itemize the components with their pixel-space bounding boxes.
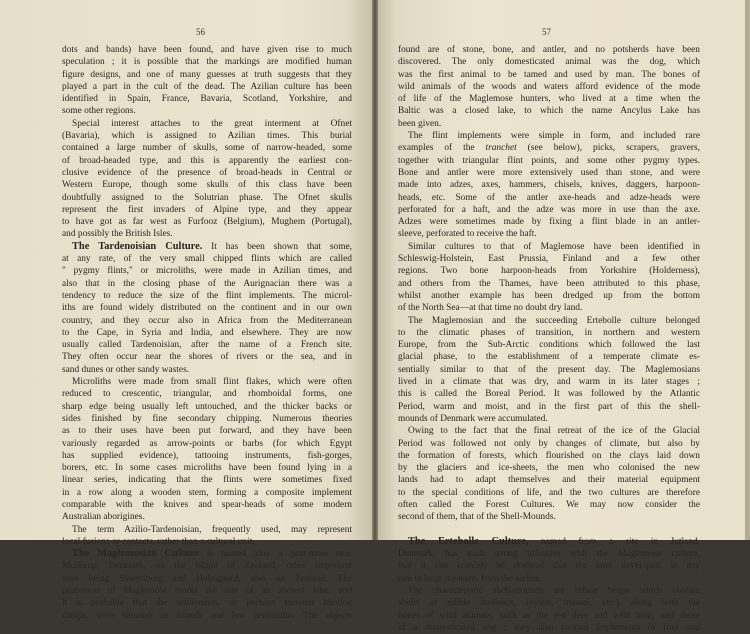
- section-heading: The Maglemosian Culture: [72, 548, 200, 560]
- text-line: of broad-headed type, and this is apparently the earliest con-: [62, 155, 352, 166]
- text-line: heads, etc. Some of the antler axe-heads and adze-heads were: [398, 192, 700, 203]
- text-line: sides finished by fine secondary chipping. Numerous theories: [62, 413, 352, 424]
- body-text: [398, 44, 700, 634]
- text-line: played a part in the cult of the dead. The Azilian culture has been: [62, 81, 352, 92]
- text-line: by the glaciers and ice-sheets, the men who colonised the new: [398, 463, 700, 474]
- text-line: sentially similar to that of the present day. The Maglemosians: [398, 364, 700, 375]
- text-line: dots and bands) have been found, and have given rise to much: [62, 45, 352, 55]
- text-line: and possibly the British Isles.: [62, 229, 173, 240]
- text-line: The term Azilio-Tardenoisian, frequently used, may represent: [72, 524, 352, 535]
- text-line: Microliths were made from small flint flakes, which were often: [72, 377, 352, 388]
- page-edge: [745, 0, 750, 540]
- text-line: Mullerup, Denmark, on the island of Zealand, other important: [62, 561, 352, 572]
- page-number: 57: [542, 27, 551, 37]
- text-line: The Maglemosian Culture is named after a peat-moss near: [72, 548, 353, 560]
- text-line: has supplied evidence), tattooing instruments, fish-gorges,: [62, 450, 352, 461]
- text-line: been given.: [398, 118, 442, 129]
- text-line: this is called the Boreal Period. It was followed by the Atlantic: [398, 389, 700, 400]
- text-line: (Bavaria), which is assigned to Azilian times. This burial: [62, 131, 352, 142]
- text-line: doubtfully assigned to the Solutrian phase. The Ofnet skulls: [62, 192, 352, 203]
- text-line: The Ertebolle Culture, named from a site in Jutland,: [408, 535, 700, 547]
- text-line: tendency to reduce the size of the flint implements. The microl-: [62, 290, 352, 301]
- text-line: Special interest attaches to the great interment at Ofnet: [72, 118, 352, 129]
- text-line: at any rate, of the very small chipped flints which are called: [62, 254, 352, 265]
- text-line: country, and they occur also in Africa from the Mediterranean: [62, 315, 352, 326]
- text-line: Baltic was a closed lake, to which the name Ancylus Lake has: [398, 106, 700, 117]
- text-line: found are of stone, bone, and antler, and no potsherds have been: [398, 45, 700, 55]
- text-line: rate in large measure, from the earlier.: [398, 573, 541, 584]
- text-line: the formation of forests, which flourished on the clays laid down: [398, 450, 700, 461]
- text-line: sites being Svaerdborg and Holmgaard, also on Zealand. The: [62, 573, 352, 584]
- text-line: perforated for a haft, and the adze was more in use than the axe.: [398, 204, 700, 215]
- section-heading: The Ertebolle Culture,: [408, 535, 529, 547]
- text-line: together with triangular flint points, and some other pygmy types.: [398, 155, 700, 166]
- text-line: of a domesticated dog ; they also contain implements of flint and: [398, 622, 700, 633]
- text-line: usually called Tardenoisian, after the name of a French site.: [62, 340, 352, 351]
- text-line: The Tardenoisian Culture. It has been shown that some,: [72, 240, 353, 252]
- text-line: clusive evidence of the presence of broad-heads in Central or: [62, 167, 352, 178]
- text-line: reduced to crescentic, triangular, and rhomboidal forms, one: [62, 389, 352, 400]
- body-text: [62, 44, 352, 622]
- text-line: Bone and antler were more extensively used than stone, and were: [398, 167, 700, 178]
- text-line: Europe, from the Sub-Arctic conditions which followed the last: [398, 340, 700, 351]
- text-line: comparable with the knives and spear-heads of some modern: [62, 499, 352, 510]
- text-line: regions. Two bone harpoon-heads from Yorkshire (Holderness),: [398, 266, 700, 277]
- text-line: linear series, indicating that the flints were sometimes fixed: [62, 475, 352, 486]
- text-line: wild animals of the woods and waters afford evidence of the mode: [398, 81, 700, 92]
- text-line: Schleswig-Holstein, East Prussia, Finland and a few other: [398, 254, 700, 265]
- text-line: lived in a climate that was dry, and warm in its later stages ;: [398, 377, 700, 388]
- text-line: [398, 524, 700, 536]
- text-line: sleeve, perforated to receive the haft.: [398, 229, 537, 240]
- text-line: mounds of Denmark were accumulated.: [398, 413, 548, 424]
- text-line: sharp edge being usually left untouched, and the thicker backs or: [62, 401, 352, 412]
- text-line: Australian aborigines.: [62, 512, 145, 523]
- text-line: to have got as far west as Furfooz (Belgium), Mughem (Portugal),: [62, 217, 352, 228]
- text-line: contained a large number of skulls, some of narrow-headed, some: [62, 143, 352, 154]
- text-line: as to their uses have been put forward, and they have been: [62, 426, 352, 437]
- text-line: of life of the Maglemose hunters, who lived at a time when the: [398, 94, 700, 105]
- page-number: 56: [196, 27, 205, 37]
- text-line: was the first animal to be tamed and used by man. The bones of: [398, 69, 700, 80]
- text-line: borers, etc. In some cases microliths have been found lying in a: [62, 463, 352, 474]
- text-line: often called the Forest Cultures. We may now consider the: [398, 499, 700, 510]
- text-line: variously regarded as arrow-points or barbs (for which Egypt: [62, 438, 352, 449]
- text-line: identified in Spain, France, Bavaria, Scotland, Yorkshire, and: [62, 94, 352, 105]
- text-line: Similar cultures to that of Maglemose have been identified in: [408, 241, 700, 252]
- text-line: examples of the tranchet (see below), picks, scrapers, gravers,: [398, 143, 701, 154]
- text-line: Denmark, has such strong affinities with the Maglemose culture,: [398, 549, 700, 560]
- text-line: The flint implements were simple in form, and included rare: [408, 131, 700, 142]
- text-line: speculation ; it is possible that the markings are modified human: [62, 57, 352, 68]
- text-line: Western Europe, though some skulls of this class have been: [62, 180, 352, 191]
- text-line: to the special conditions of life, and the two cultures are therefore: [398, 487, 700, 498]
- text-line: peat-moss of Maglemose marks the site of an ancient lake, and: [62, 586, 352, 597]
- right-page: [378, 0, 745, 633]
- text-line: to the climatic phases of transition, in northern and western: [398, 327, 700, 338]
- text-line: represent the first invaders of Alpine type, and they appear: [62, 204, 352, 215]
- text-line: Period was followed not only by changes of climate, but also by: [398, 438, 700, 449]
- text-line: The Maglemosian and the succeeding Ertebolle culture belonged: [408, 315, 700, 326]
- text-line: bones of wild animals, such as the red deer and wild boar, and those: [398, 610, 700, 621]
- text-line: and others from the Thames, have been attributed to this phase,: [398, 278, 700, 289]
- text-line: Owing to the fact that the final retreat of the ice of the Glacial: [408, 426, 700, 437]
- italic-term: tranchet: [485, 143, 517, 154]
- text-line: lands had to adapt themselves and their material equipment: [398, 475, 700, 486]
- text-line: camps, were situated on islands and low peninsulas. The objects: [62, 610, 352, 621]
- section-heading: The Tardenoisian Culture.: [72, 240, 203, 252]
- text-line: They often occur near the shores of rivers or the sea, and in: [62, 352, 352, 363]
- text-line: sand dunes or other sandy wastes.: [62, 364, 190, 375]
- text-line: discovered. The only domesticated animal was the dog, which: [398, 57, 700, 68]
- text-line: Period, warm and moist, and in the first part of this the shell-: [398, 401, 700, 412]
- text-line: local fusions or contacts, rather than a cultural unit.: [62, 536, 255, 547]
- text-line: " pygmy flints," or microliths, were made in Azilian times, and: [62, 266, 352, 277]
- text-line: Adzes were sometimes made by fixing a flint blade in an antler-: [398, 217, 700, 228]
- text-line: whilst another example has been dredged up from the bottom: [398, 290, 700, 301]
- text-line: also that in the closing phase of the Aurignacian there was a: [62, 278, 352, 289]
- text-line: glacial phase, to the establishment of a temperate climate es-: [398, 352, 700, 363]
- text-line: it is probable that the settlements, or perhaps summer hunting: [62, 598, 352, 609]
- left-page: [0, 0, 372, 621]
- text-line: figure designs, and one of many guesses at truth suggests that they: [62, 69, 352, 80]
- text-line: shells of edible molluscs, (oyster, mussel, etc.), along with the: [398, 598, 700, 609]
- text-line: some other regions.: [62, 106, 136, 117]
- text-line: The characteristic shell-mounds are refuse heaps which contain: [408, 586, 700, 597]
- text-line: in a row along a wooden stem, forming a composite implement: [62, 487, 352, 498]
- text-line: that it can scarcely be doubted that the later developed, at any: [398, 561, 700, 572]
- text-line: made into adzes, axes, hammers, chisels, knives, daggers, harpoon-: [398, 180, 700, 191]
- text-line: of the North Sea—at that time no doubt dry land.: [398, 303, 583, 314]
- text-line: to the Cape, in Syria and India, and elsewhere. They are now: [62, 327, 352, 338]
- text-line: second of them, that of the Shell-Mounds.: [398, 512, 556, 523]
- text-line: iths are found widely distributed on the continent and in our own: [62, 303, 352, 314]
